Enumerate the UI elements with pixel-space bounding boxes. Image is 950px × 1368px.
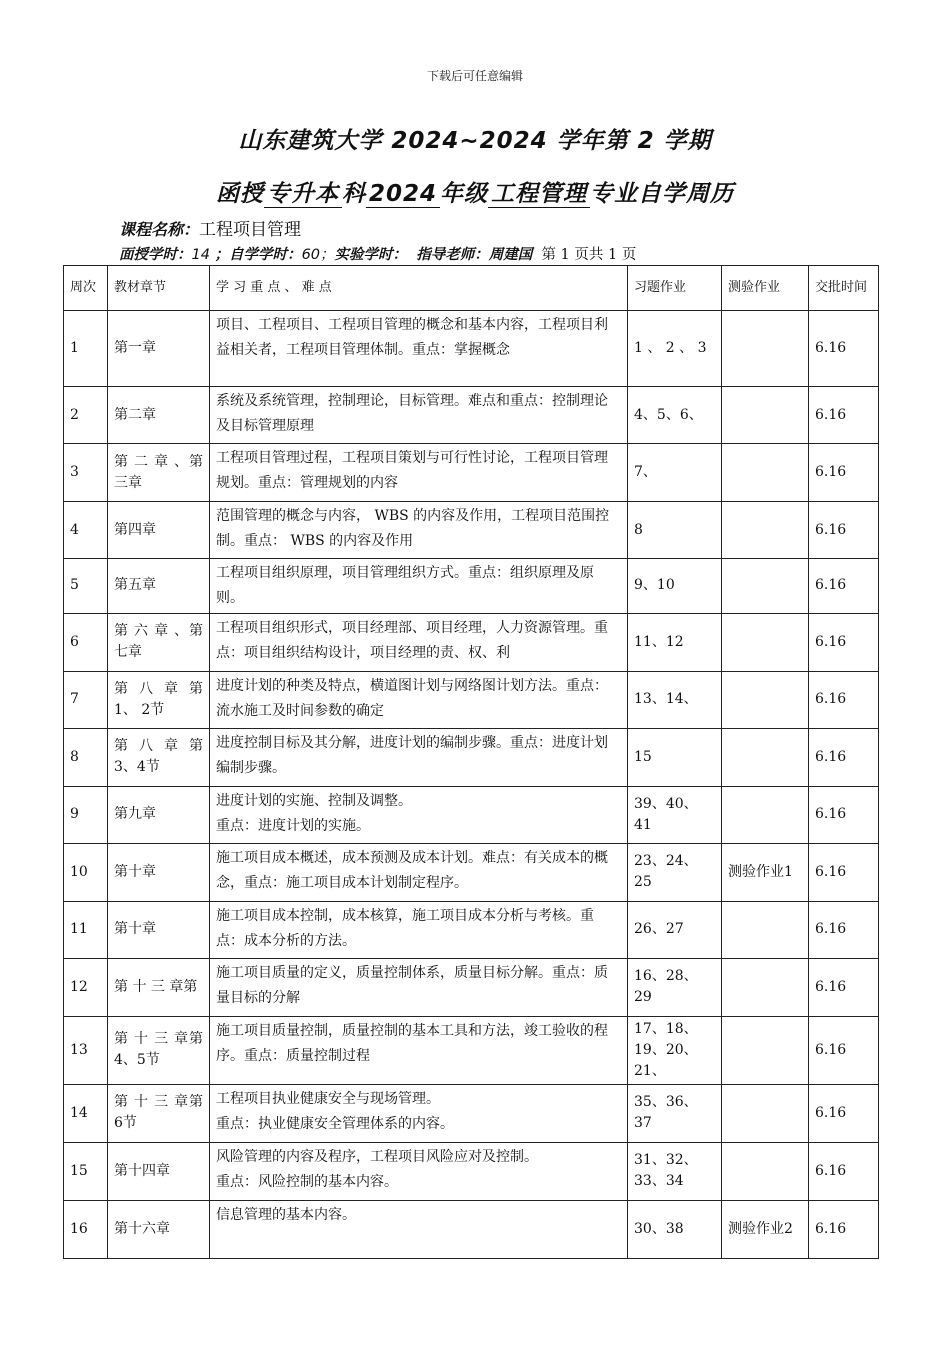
subtitle-part-5: 年级: [440, 181, 488, 207]
focus-cell: 工程项目组织形式，项目经理部、项目经理，人力资源管理。重点：项目组织结构设计，项目经理的责、权、利: [210, 613, 628, 671]
focus-cell: 工程项目执业健康安全与现场管理。 重点：执业健康安全管理体系的内容。: [210, 1084, 628, 1142]
test-cell: [722, 958, 809, 1016]
test-cell: [722, 1084, 809, 1142]
exercise-cell: 7、: [628, 444, 722, 502]
week-cell: 12: [64, 958, 108, 1016]
focus-cell: 风险管理的内容及程序，工程项目风险应对及控制。 重点：风险控制的基本内容。: [210, 1142, 628, 1200]
time-cell: 6.16: [809, 502, 879, 559]
header-chapter: 教材章节: [108, 266, 210, 311]
time-cell: 6.16: [809, 671, 879, 728]
week-cell: 10: [64, 843, 108, 901]
table-row: [64, 502, 879, 559]
subtitle-part-2: 专升本: [264, 181, 342, 208]
exercise-cell: 1 、 2 、 3: [628, 311, 722, 387]
chapter-cell: 第十四章: [108, 1142, 210, 1200]
header-focus: 学 习 重 点 、 难 点: [210, 266, 628, 311]
table-row: [64, 671, 879, 728]
subtitle-part-1: 函授: [215, 181, 264, 207]
download-note: 下载后可任意编辑: [426, 69, 523, 83]
table-row: [64, 958, 879, 1016]
week-cell: 5: [64, 559, 108, 614]
test-cell: [722, 786, 809, 843]
chapter-cell: 第 十 三 章第: [108, 958, 210, 1016]
exercise-cell: 39、40、41: [628, 786, 722, 843]
focus-cell: 进度计划的实施、控制及调整。 重点：进度计划的实施。: [210, 786, 628, 843]
test-cell: [722, 728, 809, 786]
week-cell: 4: [64, 502, 108, 559]
table-row: [64, 559, 879, 614]
chapter-cell: 第 十 三 章第4、5节: [108, 1016, 210, 1084]
time-cell: 6.16: [809, 387, 879, 444]
test-cell: [722, 1016, 809, 1084]
test-cell: 测验作业2: [722, 1200, 809, 1258]
focus-cell: 项目、工程项目、工程项目管理的概念和基本内容，工程项目利益相关者，工程项目管理体制。重点：掌握概念: [210, 311, 628, 387]
chapter-cell: 第十六章: [108, 1200, 210, 1258]
week-cell: 1: [64, 311, 108, 387]
chapter-cell: 第 八 章 第3、4节: [108, 728, 210, 786]
table-row: [64, 786, 879, 843]
document-title: 山东建筑大学 2024~2024 学年第 2 学期: [238, 128, 712, 154]
test-cell: [722, 671, 809, 728]
time-cell: 6.16: [809, 1016, 879, 1084]
course-name: 工程项目管理: [199, 220, 302, 240]
table-row: [64, 728, 879, 786]
table-row: [64, 444, 879, 502]
exercise-cell: 31、32、33、34: [628, 1142, 722, 1200]
exercise-cell: 4、5、6、: [628, 387, 722, 444]
self-hours-label: ；自学学时：: [214, 247, 302, 263]
header-time: 交批时间: [809, 266, 879, 311]
focus-cell: 进度控制目标及其分解，进度计划的编制步骤。重点：进度计划编制步骤。: [210, 728, 628, 786]
exercise-cell: 16、28、29: [628, 958, 722, 1016]
time-cell: 6.16: [809, 613, 879, 671]
chapter-cell: 第四章: [108, 502, 210, 559]
study-calendar-table: [63, 265, 879, 1259]
exercise-cell: 15: [628, 728, 722, 786]
time-cell: 6.16: [809, 958, 879, 1016]
exercise-cell: 35、36、37: [628, 1084, 722, 1142]
time-cell: 6.16: [809, 559, 879, 614]
course-line: [119, 215, 301, 240]
table-row: [64, 1016, 879, 1084]
week-cell: 9: [64, 786, 108, 843]
time-cell: 6.16: [809, 901, 879, 958]
focus-cell: 信息管理的基本内容。: [210, 1200, 628, 1258]
week-cell: 8: [64, 728, 108, 786]
table-row: [64, 901, 879, 958]
focus-cell: 范围管理的概念与内容， WBS 的内容及作用，工程项目范围控制。重点： WBS 的内容及作用: [210, 502, 628, 559]
course-label: 课程名称：: [119, 220, 200, 239]
time-cell: 6.16: [809, 311, 879, 387]
week-cell: 6: [64, 613, 108, 671]
focus-cell: 工程项目管理过程，工程项目策划与可行性讨论，工程项目管理规划。重点：管理规划的内容: [210, 444, 628, 502]
header-test: 测验作业: [722, 266, 809, 311]
exercise-cell: 17、18、19、20、21、: [628, 1016, 722, 1084]
table-row: [64, 387, 879, 444]
table-row: [64, 311, 879, 387]
time-cell: 6.16: [809, 1200, 879, 1258]
header-exercise: 习题作业: [628, 266, 722, 311]
exercise-cell: 11、12: [628, 613, 722, 671]
week-cell: 14: [64, 1084, 108, 1142]
focus-cell: 施工项目质量的定义，质量控制体系，质量目标分解。重点：质量目标的分解: [210, 958, 628, 1016]
chapter-cell: 第五章: [108, 559, 210, 614]
focus-cell: 施工项目质量控制，质量控制的基本工具和方法，竣工验收的程序。重点：质量控制过程: [210, 1016, 628, 1084]
exercise-cell: 8: [628, 502, 722, 559]
week-cell: 11: [64, 901, 108, 958]
chapter-cell: 第 十 三 章第6节: [108, 1084, 210, 1142]
exercise-cell: 13、14、: [628, 671, 722, 728]
self-hours-value: 60；: [301, 247, 335, 263]
week-cell: 15: [64, 1142, 108, 1200]
chapter-cell: 第九章: [108, 786, 210, 843]
exercise-cell: 9、10: [628, 559, 722, 614]
week-cell: 16: [64, 1200, 108, 1258]
focus-cell: 施工项目成本概述，成本预测及成本计划。难点：有关成本的概念，重点：施工项目成本计划制定程序。: [210, 843, 628, 901]
time-cell: 6.16: [809, 444, 879, 502]
focus-cell: 系统及系统管理，控制理论，目标管理。难点和重点：控制理论及目标管理原理: [210, 387, 628, 444]
face-hours-label: 面授学时：: [119, 247, 192, 263]
time-cell: 6.16: [809, 786, 879, 843]
chapter-cell: 第一章: [108, 311, 210, 387]
subtitle-part-7: 专业自学周历: [590, 181, 734, 207]
table-row: [64, 843, 879, 901]
test-cell: [722, 613, 809, 671]
document-subtitle: [0, 175, 950, 208]
chapter-cell: 第十章: [108, 901, 210, 958]
test-cell: [722, 387, 809, 444]
test-cell: [722, 444, 809, 502]
exercise-cell: 26、27: [628, 901, 722, 958]
table-row: [64, 1142, 879, 1200]
lab-hours-label: 实验学时：: [334, 247, 408, 263]
test-cell: [722, 559, 809, 614]
time-cell: 6.16: [809, 843, 879, 901]
chapter-cell: 第十章: [108, 843, 210, 901]
teacher-name: 周建国: [488, 247, 533, 263]
table-row: [64, 1084, 879, 1142]
table-body: [64, 311, 879, 1259]
chapter-cell: 第 八 章 第1、 2节: [108, 671, 210, 728]
test-cell: [722, 502, 809, 559]
week-cell: 3: [64, 444, 108, 502]
table-header-row: [64, 266, 879, 311]
table-row: [64, 613, 879, 671]
subtitle-part-4: 2024: [366, 181, 440, 208]
test-cell: [722, 1142, 809, 1200]
test-cell: [722, 311, 809, 387]
exercise-cell: 23、24、25: [628, 843, 722, 901]
test-cell: [722, 901, 809, 958]
teacher-label: 指导老师：: [416, 247, 489, 263]
time-cell: 6.16: [809, 1084, 879, 1142]
page-info: 第 1 页共 1 页: [541, 247, 637, 263]
time-cell: 6.16: [809, 728, 879, 786]
table-row: [64, 1200, 879, 1258]
chapter-cell: 第 二 章 、第三章: [108, 444, 210, 502]
chapter-cell: 第二章: [108, 387, 210, 444]
chapter-cell: 第 六 章 、第七章: [108, 613, 210, 671]
hours-line: [119, 243, 636, 264]
focus-cell: 进度计划的种类及特点，横道图计划与网络图计划方法。重点：流水施工及时间参数的确定: [210, 671, 628, 728]
exercise-cell: 30、38: [628, 1200, 722, 1258]
week-cell: 2: [64, 387, 108, 444]
test-cell: 测验作业1: [722, 843, 809, 901]
focus-cell: 施工项目成本控制，成本核算，施工项目成本分析与考核。重点：成本分析的方法。: [210, 901, 628, 958]
subtitle-part-6: 工程管理: [488, 181, 590, 208]
time-cell: 6.16: [809, 1142, 879, 1200]
subtitle-part-3: 科: [341, 181, 366, 207]
week-cell: 7: [64, 671, 108, 728]
header-week: 周次: [64, 266, 108, 311]
face-hours-value: 14: [191, 247, 210, 263]
focus-cell: 工程项目组织原理，项目管理组织方式。重点：组织原理及原则。: [210, 559, 628, 614]
week-cell: 13: [64, 1016, 108, 1084]
